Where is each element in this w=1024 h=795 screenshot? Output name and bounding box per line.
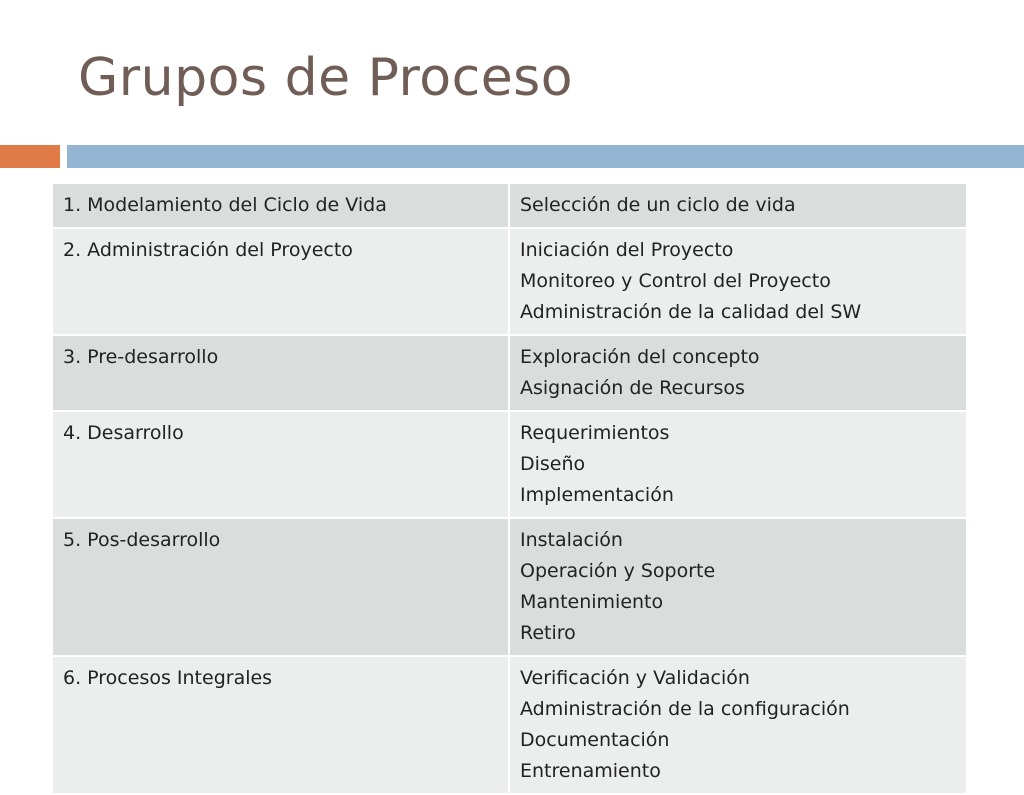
group-name: 3. Pre-desarrollo bbox=[63, 346, 219, 368]
table-row bbox=[53, 184, 966, 228]
processes-cell bbox=[509, 228, 966, 335]
process-item: Operación y Soporte bbox=[520, 560, 716, 582]
accent-bar-blue bbox=[67, 145, 1024, 168]
group-name-cell bbox=[53, 184, 509, 228]
process-item: Retiro bbox=[520, 622, 576, 644]
process-item: Entrenamiento bbox=[520, 760, 661, 782]
table-row bbox=[53, 518, 966, 656]
process-item: Administración de la calidad del SW bbox=[520, 301, 862, 323]
processes-cell bbox=[509, 411, 966, 518]
slide-title: Grupos de Proceso bbox=[78, 48, 574, 108]
group-name: 1. Modelamiento del Ciclo de Vida bbox=[63, 194, 387, 216]
group-name: 4. Desarrollo bbox=[63, 422, 184, 444]
table-row bbox=[53, 411, 966, 518]
processes-cell bbox=[509, 335, 966, 411]
group-name-cell bbox=[53, 656, 509, 794]
process-item: Documentación bbox=[520, 729, 670, 751]
group-name-cell bbox=[53, 228, 509, 335]
process-item: Administración de la configuración bbox=[520, 698, 850, 720]
group-name: 2. Administración del Proyecto bbox=[63, 239, 353, 261]
group-name-cell bbox=[53, 518, 509, 656]
process-item: Verificación y Validación bbox=[520, 667, 750, 689]
group-name-cell bbox=[53, 411, 509, 518]
process-item: Asignación de Recursos bbox=[520, 377, 745, 399]
process-item: Exploración del concepto bbox=[520, 346, 760, 368]
process-item: Diseño bbox=[520, 453, 586, 475]
process-item: Iniciación del Proyecto bbox=[520, 239, 734, 261]
table-row bbox=[53, 335, 966, 411]
process-item: Instalación bbox=[520, 529, 623, 551]
process-item: Monitoreo y Control del Proyecto bbox=[520, 270, 831, 292]
processes-cell bbox=[509, 656, 966, 794]
process-item: Requerimientos bbox=[520, 422, 670, 444]
table-row bbox=[53, 656, 966, 794]
processes-cell bbox=[509, 518, 966, 656]
processes-cell bbox=[509, 184, 966, 228]
group-name: 6. Procesos Integrales bbox=[63, 667, 273, 689]
group-name: 5. Pos-desarrollo bbox=[63, 529, 221, 551]
process-item: Implementación bbox=[520, 484, 674, 506]
group-name-cell bbox=[53, 335, 509, 411]
table-row bbox=[53, 228, 966, 335]
accent-bar-orange bbox=[0, 145, 60, 168]
process-item: Selección de un ciclo de vida bbox=[520, 194, 796, 216]
process-item: Mantenimiento bbox=[520, 591, 664, 613]
process-groups-table bbox=[53, 184, 966, 795]
